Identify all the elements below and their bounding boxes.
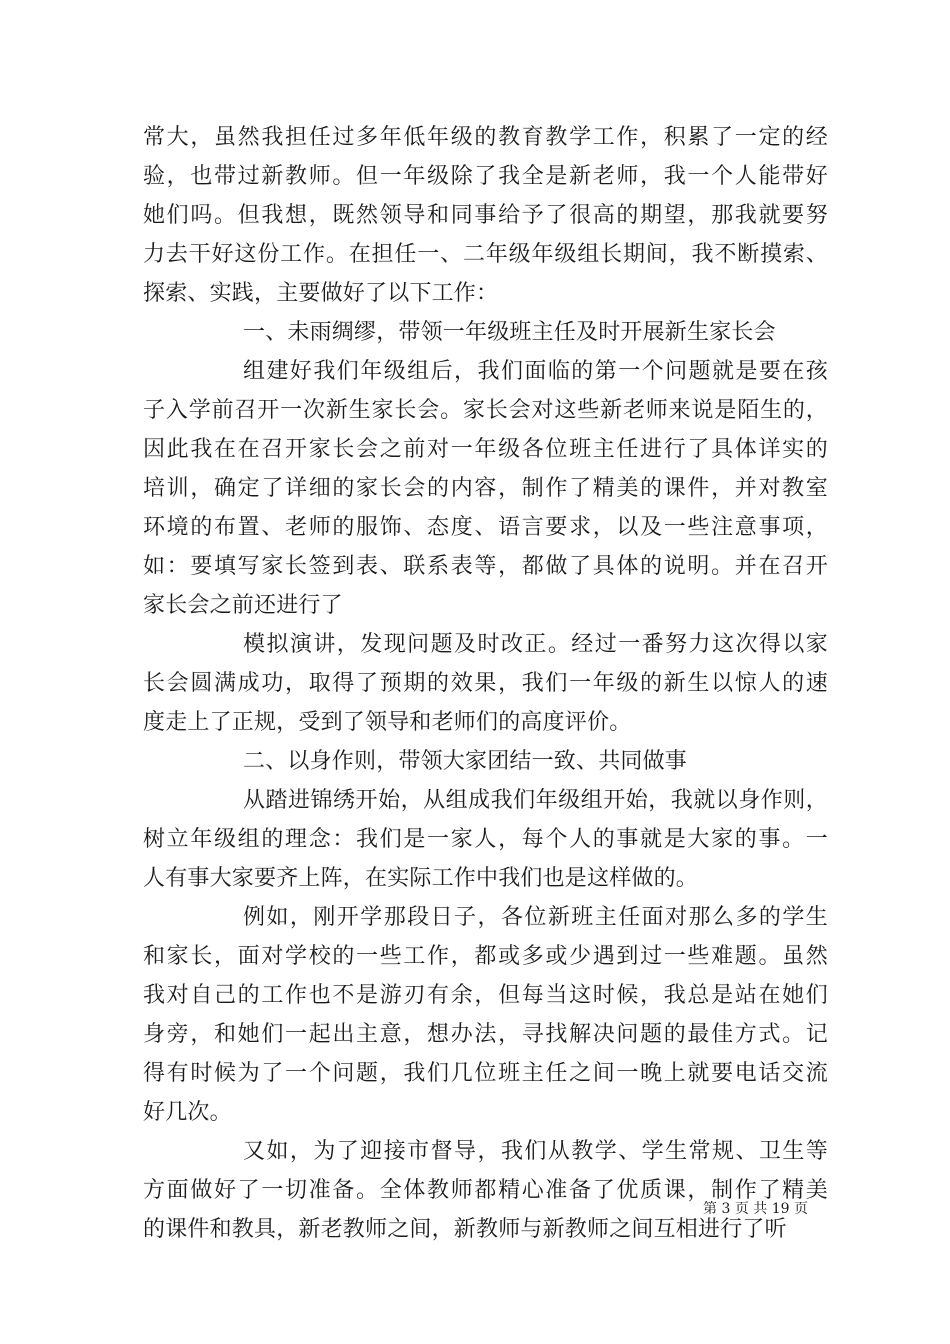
text-line: 好几次。 (143, 1100, 232, 1125)
text-line: 我对自己的工作也不是游刃有余，但每当这时候，我总是站在她们 (143, 983, 828, 1008)
text-line: 从踏进锦绣开始，从组成我们年级组开始，我就以身作则， (243, 788, 828, 813)
text-line: 人有事大家要齐上阵，在实际工作中我们也是这样做的。 (143, 866, 699, 891)
text-line: 和家长，面对学校的一些工作，都或多或少遇到过一些难题。虽然 (143, 944, 828, 969)
page-footer: 第 3 页 共 19 页 (703, 1201, 808, 1217)
text-line: 培训，确定了详细的家长会的内容，制作了精美的课件，并对教室 (143, 476, 828, 501)
text-line: 一、未雨绸缪，带领一年级班主任及时开展新生家长会 (243, 320, 776, 345)
text-line: 组建好我们年级组后，我们面临的第一个问题就是要在孩 (243, 359, 828, 384)
paragraph (143, 352, 828, 625)
paragraph (143, 781, 828, 898)
text-line: 家长会之前还进行了 (143, 593, 343, 618)
text-line: 因此我在在召开家长会之前对一年级各位班主任进行了具体详实的 (143, 437, 828, 462)
text-line: 的课件和教具，新老教师之间，新教师与新教师之间互相进行了听 (143, 1217, 787, 1242)
text-line: 环境的布置、老师的服饰、态度、语言要求，以及一些注意事项， (143, 515, 828, 540)
text-line: 模拟演讲，发现问题及时改正。经过一番努力这次得以家 (243, 632, 828, 657)
paragraph (143, 742, 828, 781)
text-line: 树立年级组的理念：我们是一家人，每个人的事就是大家的事。一 (143, 827, 828, 852)
text-line: 她们吗。但我想，既然领导和同事给予了很高的期望，那我就要努 (143, 203, 828, 228)
text-line: 例如，刚开学那段日子，各位新班主任面对那么多的学生 (243, 905, 828, 930)
text-line: 又如，为了迎接市督导，我们从教学、学生常规、卫生等 (243, 1139, 828, 1164)
text-line: 常大，虽然我担任过多年低年级的教育教学工作，积累了一定的经 (143, 125, 828, 150)
text-line: 验，也带过新教师。但一年级除了我全是新老师，我一个人能带好 (143, 164, 828, 189)
paragraph (143, 1132, 828, 1249)
paragraph (143, 313, 828, 352)
text-line: 方面做好了一切准备。全体教师都精心准备了优质课，制作了精美 (143, 1178, 828, 1203)
text-line: 得有时候为了一个问题，我们几位班主任之间一晚上就要电话交流 (143, 1061, 828, 1086)
text-line: 二、以身作则，带领大家团结一致、共同做事 (243, 749, 688, 774)
paragraph (143, 898, 828, 1132)
text-line: 探索、实践，主要做好了以下工作： (143, 281, 499, 306)
text-line: 长会圆满成功，取得了预期的效果，我们一年级的新生以惊人的速 (143, 671, 828, 696)
text-line: 力去干好这份工作。在担任一、二年级年级组长期间，我不断摸索、 (143, 242, 828, 267)
text-line: 身旁，和她们一起出主意，想办法，寻找解决问题的最佳方式。记 (143, 1022, 828, 1047)
paragraph (143, 118, 828, 313)
document-body (143, 118, 828, 1249)
text-line: 如：要填写家长签到表、联系表等，都做了具体的说明。并在召开 (143, 554, 828, 579)
text-line: 子入学前召开一次新生家长会。家长会对这些新老师来说是陌生的， (143, 398, 828, 423)
text-line: 度走上了正规，受到了领导和老师们的高度评价。 (143, 710, 632, 735)
paragraph (143, 625, 828, 742)
